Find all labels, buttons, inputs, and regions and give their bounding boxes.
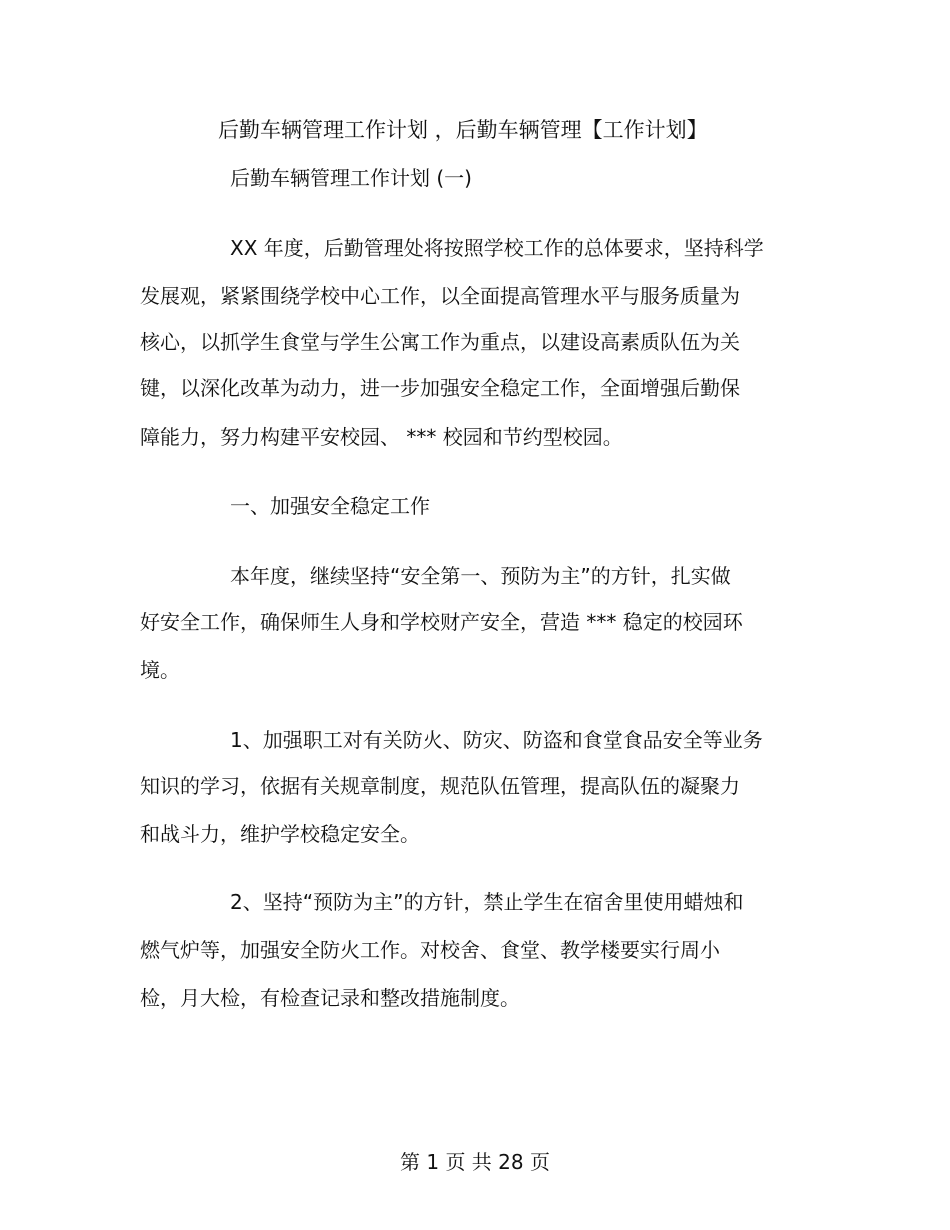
paragraph-line: 发展观，紧紧围绕学校中心工作，以全面提高管理水平与服务质量为 xyxy=(140,284,740,308)
list-item-line: 1、加强职工对有关防火、防灾、防盗和食堂食品安全等业务 xyxy=(230,728,763,752)
list-item-line: 2、坚持“预防为主”的方针，禁止学生在宿舍里使用蜡烛和 xyxy=(230,890,744,914)
paragraph-line: XX 年度，后勤管理处将按照学校工作的总体要求，坚持科学 xyxy=(230,236,764,260)
paragraph-line: 核心，以抓学生食堂与学生公寓工作为重点，以建设高素质队伍为关 xyxy=(140,330,740,354)
list-item-line: 和战斗力，维护学校稳定安全。 xyxy=(140,822,420,846)
document-title: 后勤车辆管理工作计划 ，后勤车辆管理【工作计划】 xyxy=(218,118,708,142)
page-number-footer: 第 1 页 共 28 页 xyxy=(400,1150,550,1174)
section-heading: 一、加强安全稳定工作 xyxy=(230,494,430,518)
paragraph-line: 障能力，努力构建平安校园、 *** 校园和节约型校园。 xyxy=(140,425,623,449)
paragraph-line: 键，以深化改革为动力，进一步加强安全稳定工作，全面增强后勤保 xyxy=(140,376,740,400)
paragraph-line: 境。 xyxy=(140,658,180,682)
list-item-line: 检，月大检，有检查记录和整改措施制度。 xyxy=(140,986,520,1010)
document-subtitle: 后勤车辆管理工作计划 (一) xyxy=(230,166,472,190)
list-item-line: 燃气炉等，加强安全防火工作。对校舍、食堂、教学楼要实行周小 xyxy=(140,938,720,962)
list-item-line: 知识的学习，依据有关规章制度，规范队伍管理，提高队伍的凝聚力 xyxy=(140,774,740,798)
paragraph-line: 好安全工作，确保师生人身和学校财产安全，营造 *** 稳定的校园环 xyxy=(140,610,743,634)
paragraph-line: 本年度，继续坚持“安全第一、预防为主”的方针，扎实做 xyxy=(230,564,731,588)
